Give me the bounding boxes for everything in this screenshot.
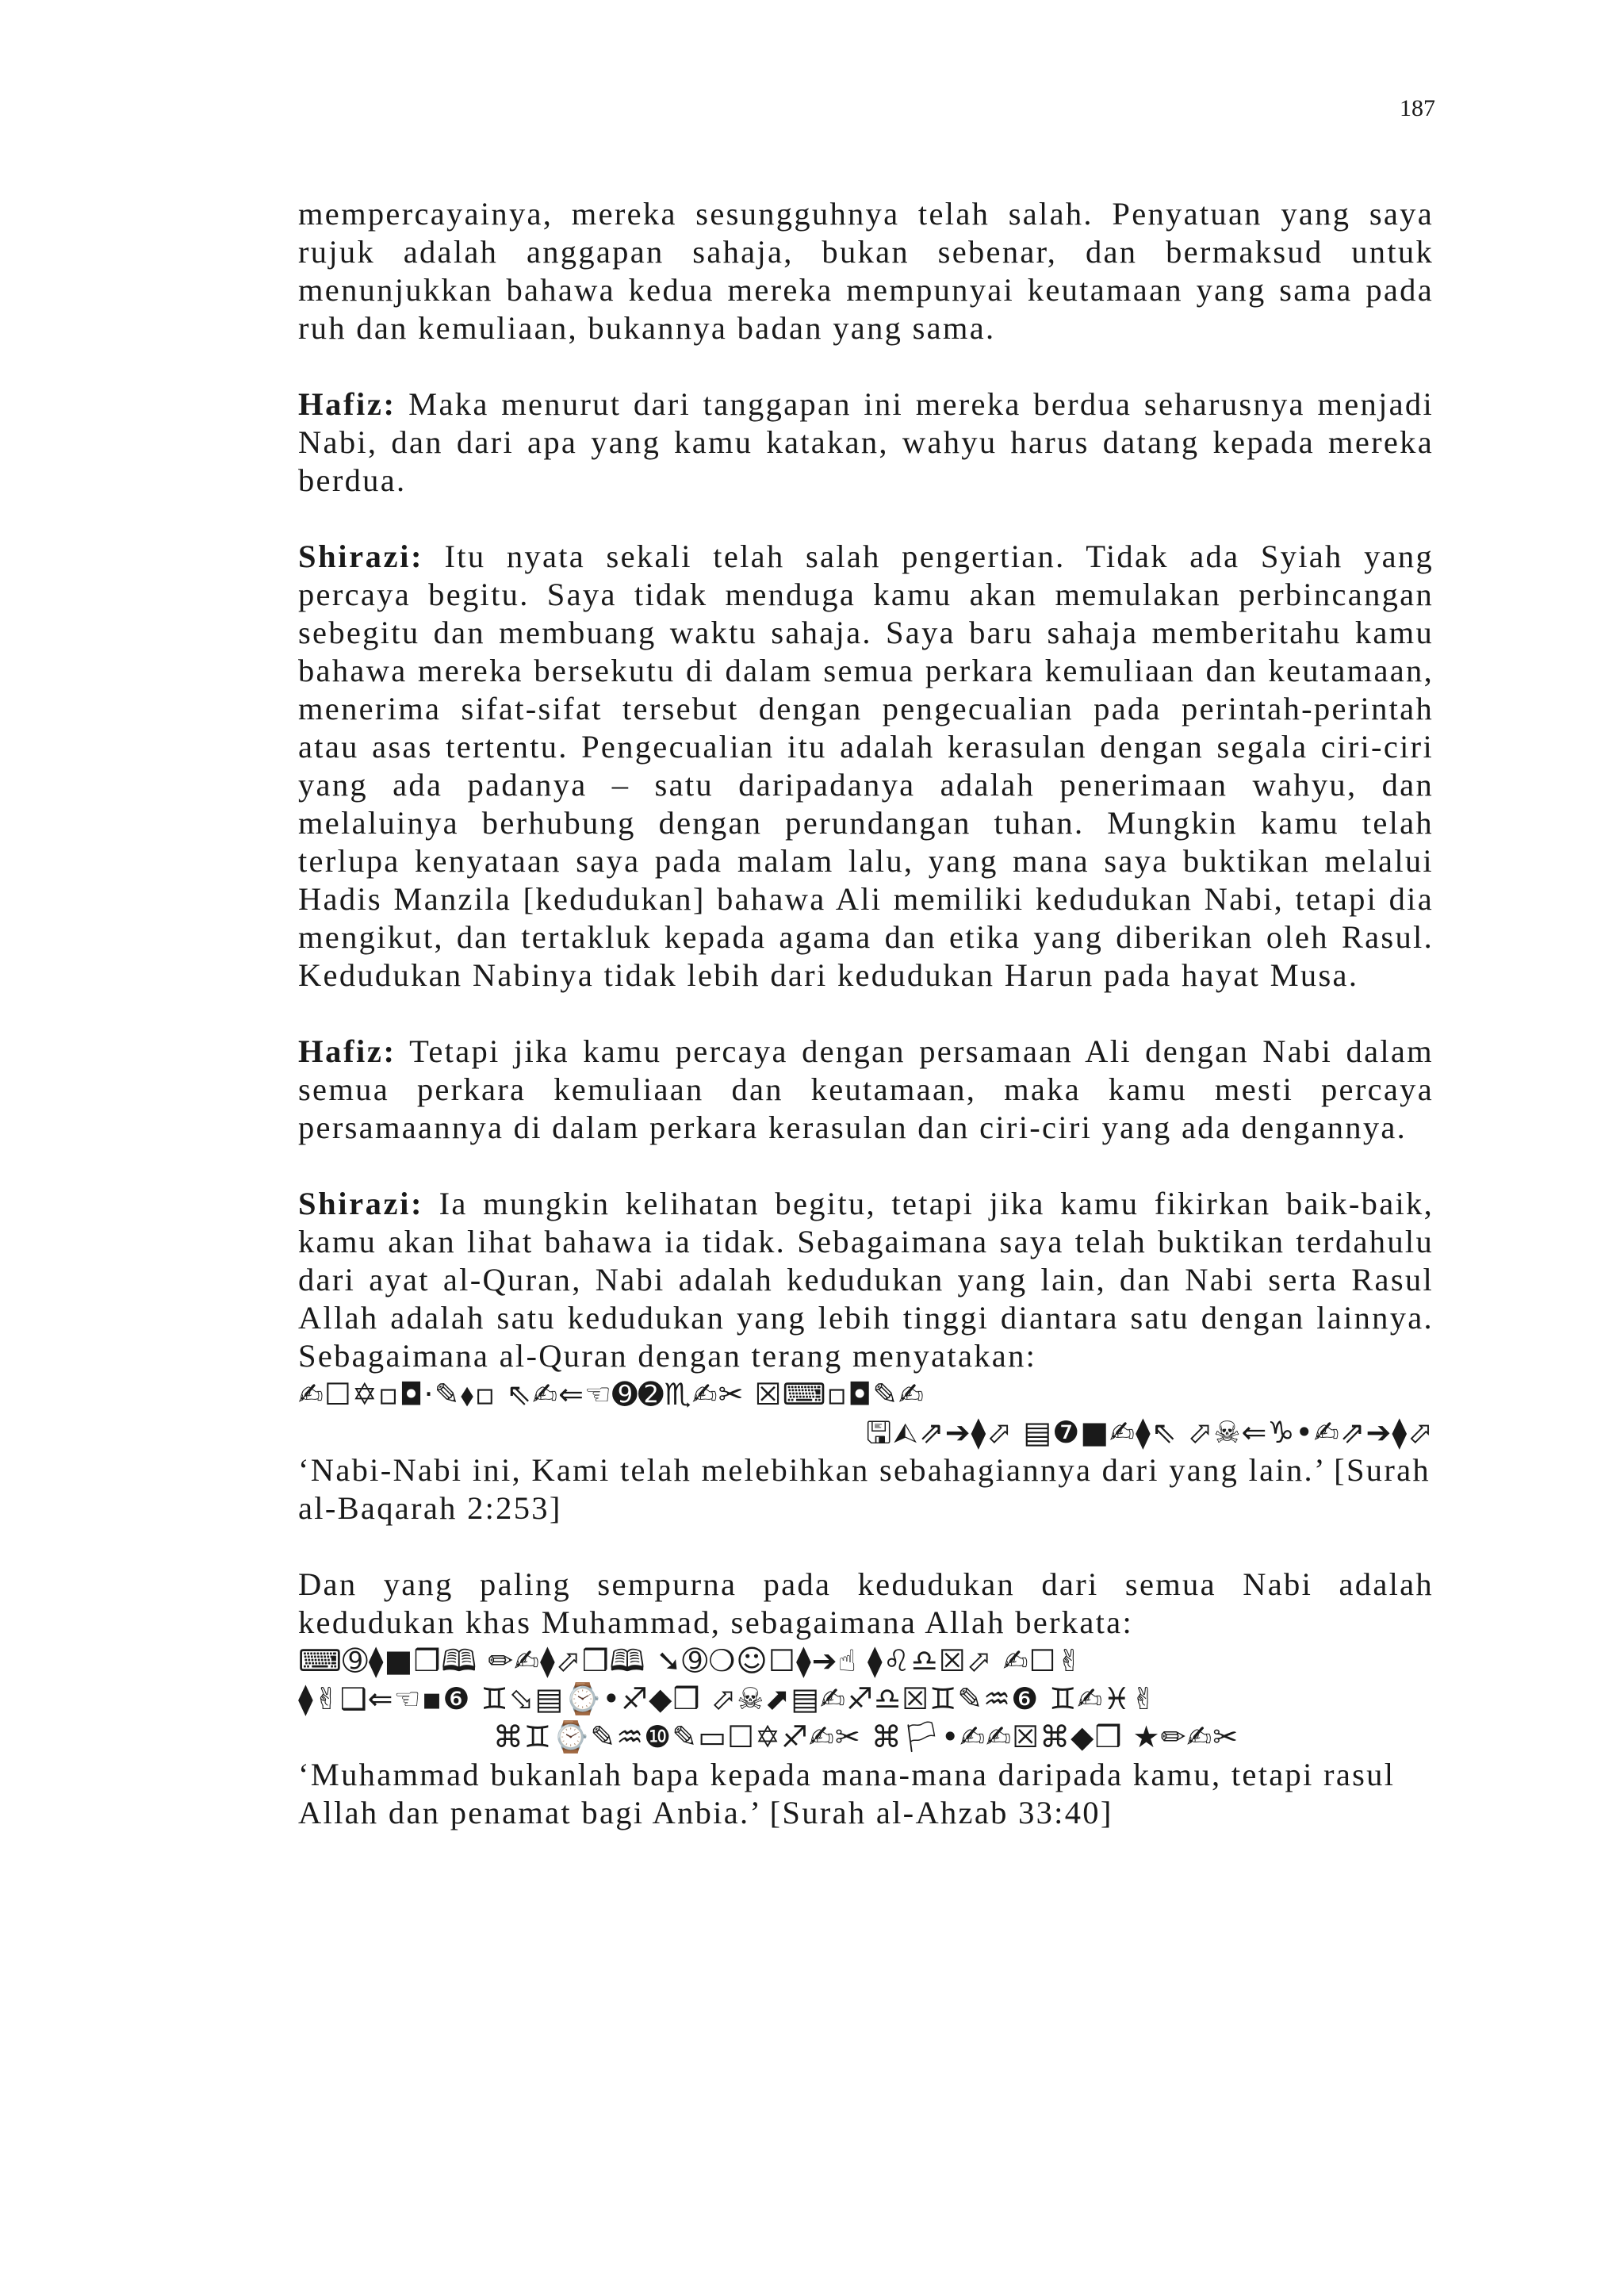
paragraph-1: mempercayainya, mereka sesungguhnya telah salah. Penyatuan yang saya rujuk adalah anggapan sahaja, bukan sebenar, dan bermaksud untuk menunjukkan bahawa kedua mereka mempunyai keutamaan yang sama pada ruh dan kemuliaan, bukannya badan yang sama. bbox=[298, 196, 1434, 346]
verse-2-translation: ‘Muhammad bukanlah bapa kepada mana-mana daripada kamu, tetapi rasul Allah dan penamat bagi Anbia.’ [Surah al-Ahzab 33:40] bbox=[298, 1757, 1396, 1830]
paragraph-gap bbox=[298, 500, 1434, 538]
quran-verse-1-line-1: ✍☐✡▫◘·✎⬧▫ ⇖✍⇐☜➒➋♏✍✂ ☒⌨▫◘✎✍ bbox=[298, 1377, 925, 1412]
paragraph-hafiz-2 bbox=[298, 1033, 1434, 1147]
speaker-label: Hafiz: bbox=[298, 386, 396, 422]
paragraph-gap bbox=[298, 347, 1434, 385]
paragraph-text: Tetapi jika kamu percaya dengan persamaan Ali dengan Nabi dalam semua perkara kemuliaan dan keutamaan, maka kamu mesti percaya persamaannya di dalam perkara kerasulan dan ciri-ciri yang ada dengannya. bbox=[298, 1033, 1434, 1145]
paragraph-6: Dan yang paling sempurna pada kedudukan dari semua Nabi adalah kedudukan khas Muhammad, sebagaimana Allah berkata: bbox=[298, 1566, 1434, 1640]
paragraph-shirazi-1 bbox=[298, 538, 1434, 995]
speaker-label: Hafiz: bbox=[298, 1033, 396, 1069]
paragraph-gap bbox=[298, 995, 1434, 1033]
speaker-label: Shirazi: bbox=[298, 539, 424, 574]
paragraph-gap bbox=[298, 1527, 1434, 1566]
verse-1-translation: ‘Nabi-Nabi ini, Kami telah melebihkan sebahagiannya dari yang lain.’ [Surah al-Baqarah 2:253] bbox=[298, 1452, 1431, 1526]
paragraph-text: Itu nyata sekali telah salah pengertian. Tidak ada Syiah yang percaya begitu. Saya tidak menduga kamu akan memulakan perbincangan sebegitu dan membuang waktu sahaja. Saya baru sahaja memberitahu kamu bahawa mereka bersekutu di dalam semua perkara kemuliaan dan keutamaan, menerima sifat-sifat tersebut dengan pengecualian pada perintah-perintah atau asas tertentu. Pengecualian itu adalah kerasulan dengan segala ciri-ciri yang ada padanya – satu daripadanya adalah penerimaan wahyu, dan melaluinya berhubung dengan perundangan tuhan. Mungkin kamu telah terlupa kenyataan saya pada malam lalu, yang mana saya buktikan melalui Hadis Manzila [kedudukan] bahawa Ali memiliki kedudukan Nabi, tetapi dia mengikut, dan tertakluk kepada agama dan etika yang diberikan oleh Rasul. Kedudukan Nabinya tidak lebih dari kedudukan Harun pada hayat Musa. bbox=[298, 539, 1434, 993]
quran-verse-2-line-2: ⧫✌❑⇐☜▪❻ ♊⬂▤⌚•♐◆❒ ⬀☠⬈▤✍♐♎☒♊✎♒❻ ♊✍♓✌ bbox=[298, 1681, 1158, 1716]
speaker-label: Shirazi: bbox=[298, 1186, 424, 1221]
quran-verse-1-line-2: 🖫⮙⇗➔⧫⬀ ▤❼■✍⧫⇖ ⬀☠⇐♑•✍⇗➔⧫⬀ bbox=[865, 1415, 1434, 1450]
paragraph-text: Maka menurut dari tanggapan ini mereka berdua seharusnya menjadi Nabi, dan dari apa yang kamu katakan, wahyu harus datang kepada mereka berdua. bbox=[298, 386, 1434, 498]
quran-verse-2-line-3: ⌘♊⌚✎♒❿✎▭☐✡♐✍✂ ⌘🏳•✍✍☒⌘◆❒ ★✏✍✂ bbox=[492, 1719, 1239, 1754]
paragraph-shirazi-2 bbox=[298, 1185, 1434, 1375]
quran-verse-2-line-1: ⌨➈⧫■❒🕮 ✏✍⧫⬀❒🕮 ➘➈❍☺☐⧫➔☝ ⧫♌♎☒⬀ ✍☐✌ bbox=[298, 1643, 1083, 1678]
page-number: 187 bbox=[1400, 95, 1435, 121]
paragraph-gap bbox=[298, 1147, 1434, 1185]
page-body bbox=[298, 195, 1434, 1832]
paragraph-text: Ia mungkin kelihatan begitu, tetapi jika kamu fikirkan baik-baik, kamu akan lihat bahawa ia tidak. Sebagaimana saya telah buktikan terdahulu dari ayat al-Quran, Nabi adalah kedudukan yang lain, dan Nabi serta Rasul Allah adalah satu kedudukan yang lebih tinggi diantara satu dengan lainnya. Sebagaimana al-Quran dengan terang menyatakan: bbox=[298, 1186, 1434, 1374]
paragraph-hafiz-1 bbox=[298, 385, 1434, 500]
